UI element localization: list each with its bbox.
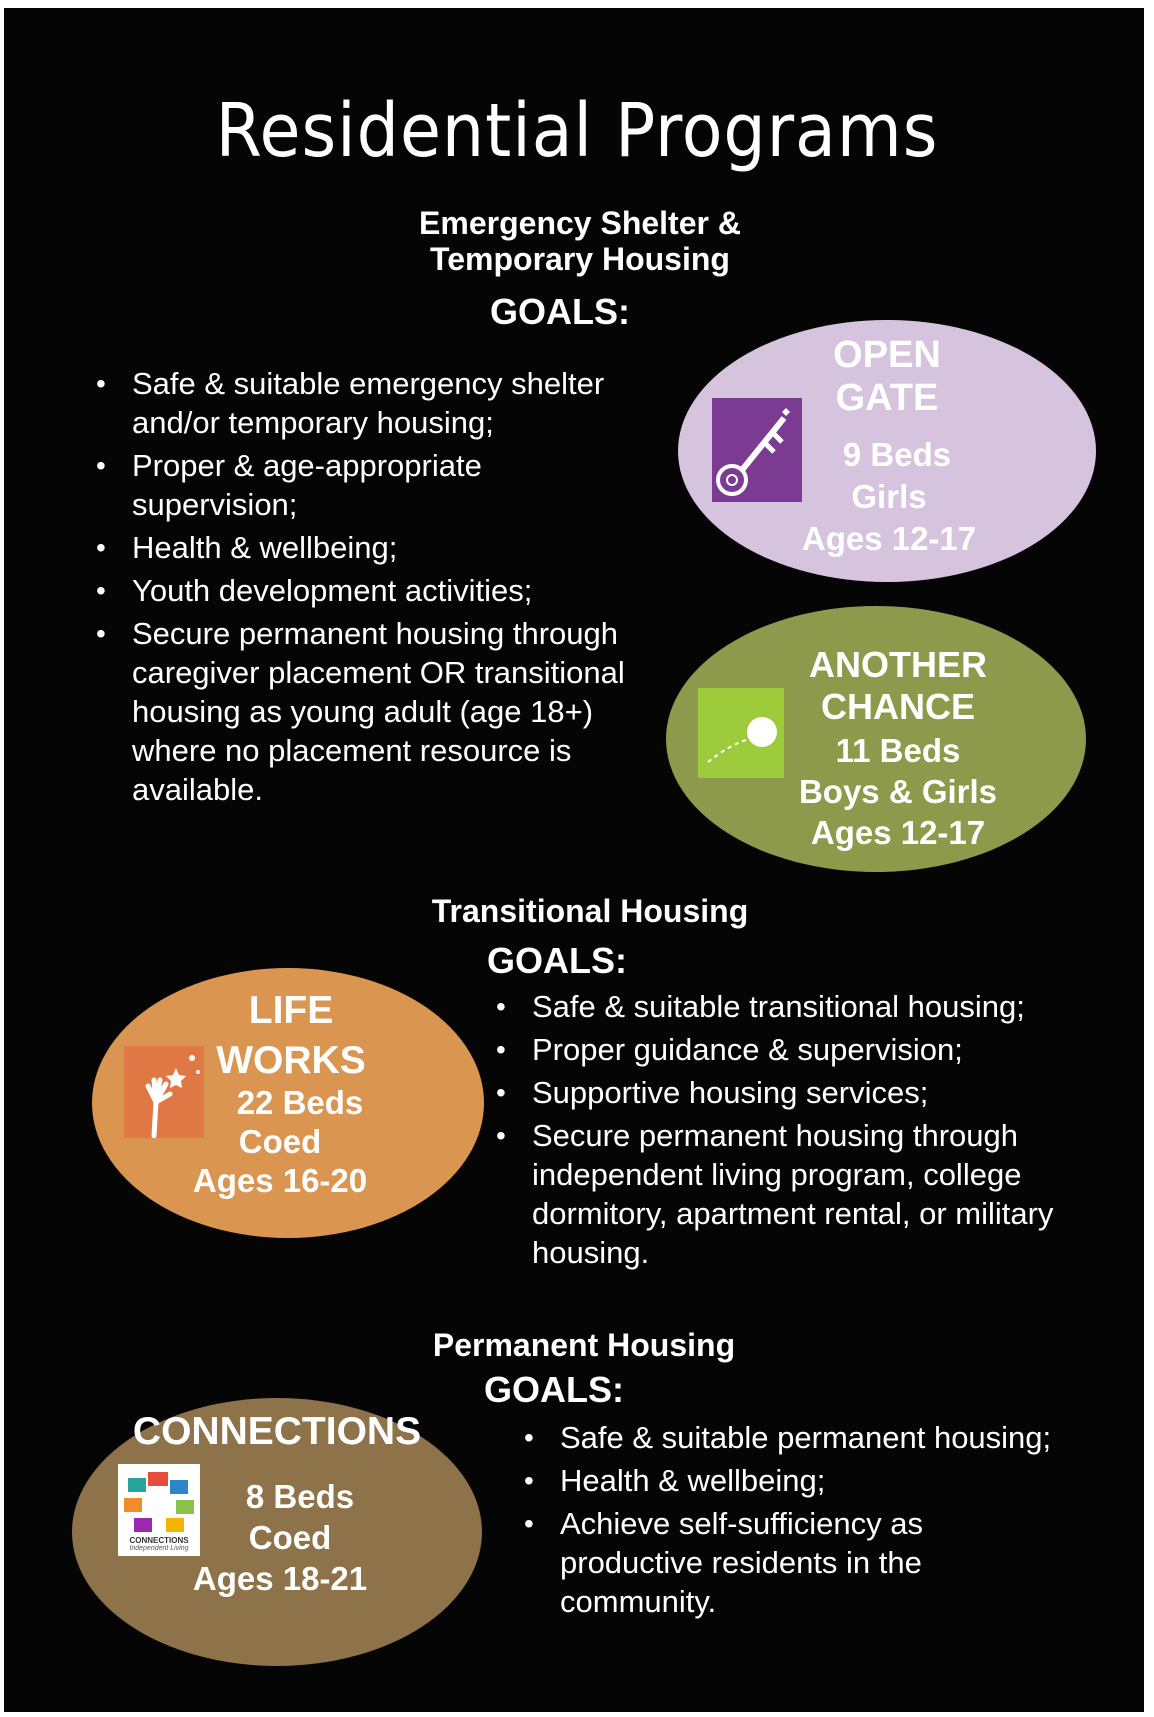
life-works-details — [180, 1083, 380, 1200]
heading-line-2: Temporary Housing — [430, 240, 730, 277]
goal-item: • Health & wellbeing; — [92, 528, 692, 567]
goal-item: • Secure permanent housing through caregiver placement OR transitional housing as young adult (age 18+) where no placement resource is available. — [92, 614, 652, 809]
goal-item: • Secure permanent housing through independent living program, college dormitory, apartment rental, or military housing. — [492, 1116, 1092, 1272]
program-beds: 8 Beds — [245, 1478, 355, 1515]
heading-line-1: Transitional Housing — [431, 893, 749, 929]
section-heading-emergency — [370, 206, 790, 278]
program-group: Coed — [248, 1519, 332, 1556]
section-heading-permanent — [384, 1328, 784, 1364]
program-beds: 9 Beds — [842, 436, 952, 473]
ball-icon — [698, 688, 784, 778]
connections-details — [180, 1476, 380, 1599]
program-group: Girls — [851, 478, 927, 515]
program-group: Boys & Girls — [798, 773, 998, 810]
program-name-line: GATE — [835, 376, 939, 419]
life-works-name — [196, 986, 386, 1086]
program-ages: Ages 16-20 — [192, 1162, 368, 1199]
goals-list-permanent — [520, 1418, 1120, 1625]
logo-subtext: Independent Living — [129, 1545, 189, 1552]
open-gate-details — [774, 434, 1004, 560]
goals-list-emergency — [92, 364, 692, 813]
heading-line-1: Permanent Housing — [432, 1327, 736, 1363]
program-name-line: ANOTHER — [809, 644, 987, 685]
goal-item: • Proper & age-appropriate supervision; — [92, 446, 572, 524]
another-chance-text — [778, 644, 1018, 728]
goals-label: GOALS: — [487, 940, 627, 981]
program-name-line: LIFE — [248, 989, 334, 1032]
goal-item: • Safe & suitable permanent housing; — [520, 1418, 1120, 1457]
program-beds: 22 Beds — [236, 1084, 364, 1121]
page-title: Residential Programs — [215, 88, 939, 174]
program-ages: Ages 18-21 — [192, 1560, 368, 1597]
open-gate-name — [812, 334, 962, 419]
section-heading-transitional — [380, 894, 800, 930]
program-name-line: WORKS — [216, 1039, 366, 1082]
goal-item: • Supportive housing services; — [492, 1073, 1112, 1112]
program-group: Coed — [238, 1123, 322, 1160]
goal-item: • Youth development activities; — [92, 571, 692, 610]
program-ages: Ages 12-17 — [801, 520, 977, 557]
goals-label: GOALS: — [484, 1369, 624, 1410]
connections-name: CONNECTIONS — [132, 1410, 422, 1453]
goals-label: GOALS: — [490, 291, 630, 332]
another-chance-details — [782, 730, 1014, 853]
program-ages: Ages 12-17 — [810, 814, 986, 851]
logo-text: CONNECTIONS — [129, 1536, 189, 1545]
goal-item: • Achieve self-sufficiency as productive residents in the community. — [520, 1504, 1030, 1621]
program-name-line: OPEN — [833, 334, 941, 376]
goal-item: • Safe & suitable emergency shelter and/or temporary housing; — [92, 364, 692, 442]
program-beds: 11 Beds — [835, 732, 961, 769]
heading-line-1: Emergency Shelter & — [419, 205, 741, 241]
goal-item: • Health & wellbeing; — [520, 1461, 1120, 1500]
goal-item: • Proper guidance & supervision; — [492, 1030, 1112, 1069]
program-name-line: CHANCE — [820, 686, 975, 727]
goal-item: • Safe & suitable transitional housing; — [492, 987, 1112, 1026]
goals-list-transitional — [492, 987, 1112, 1276]
